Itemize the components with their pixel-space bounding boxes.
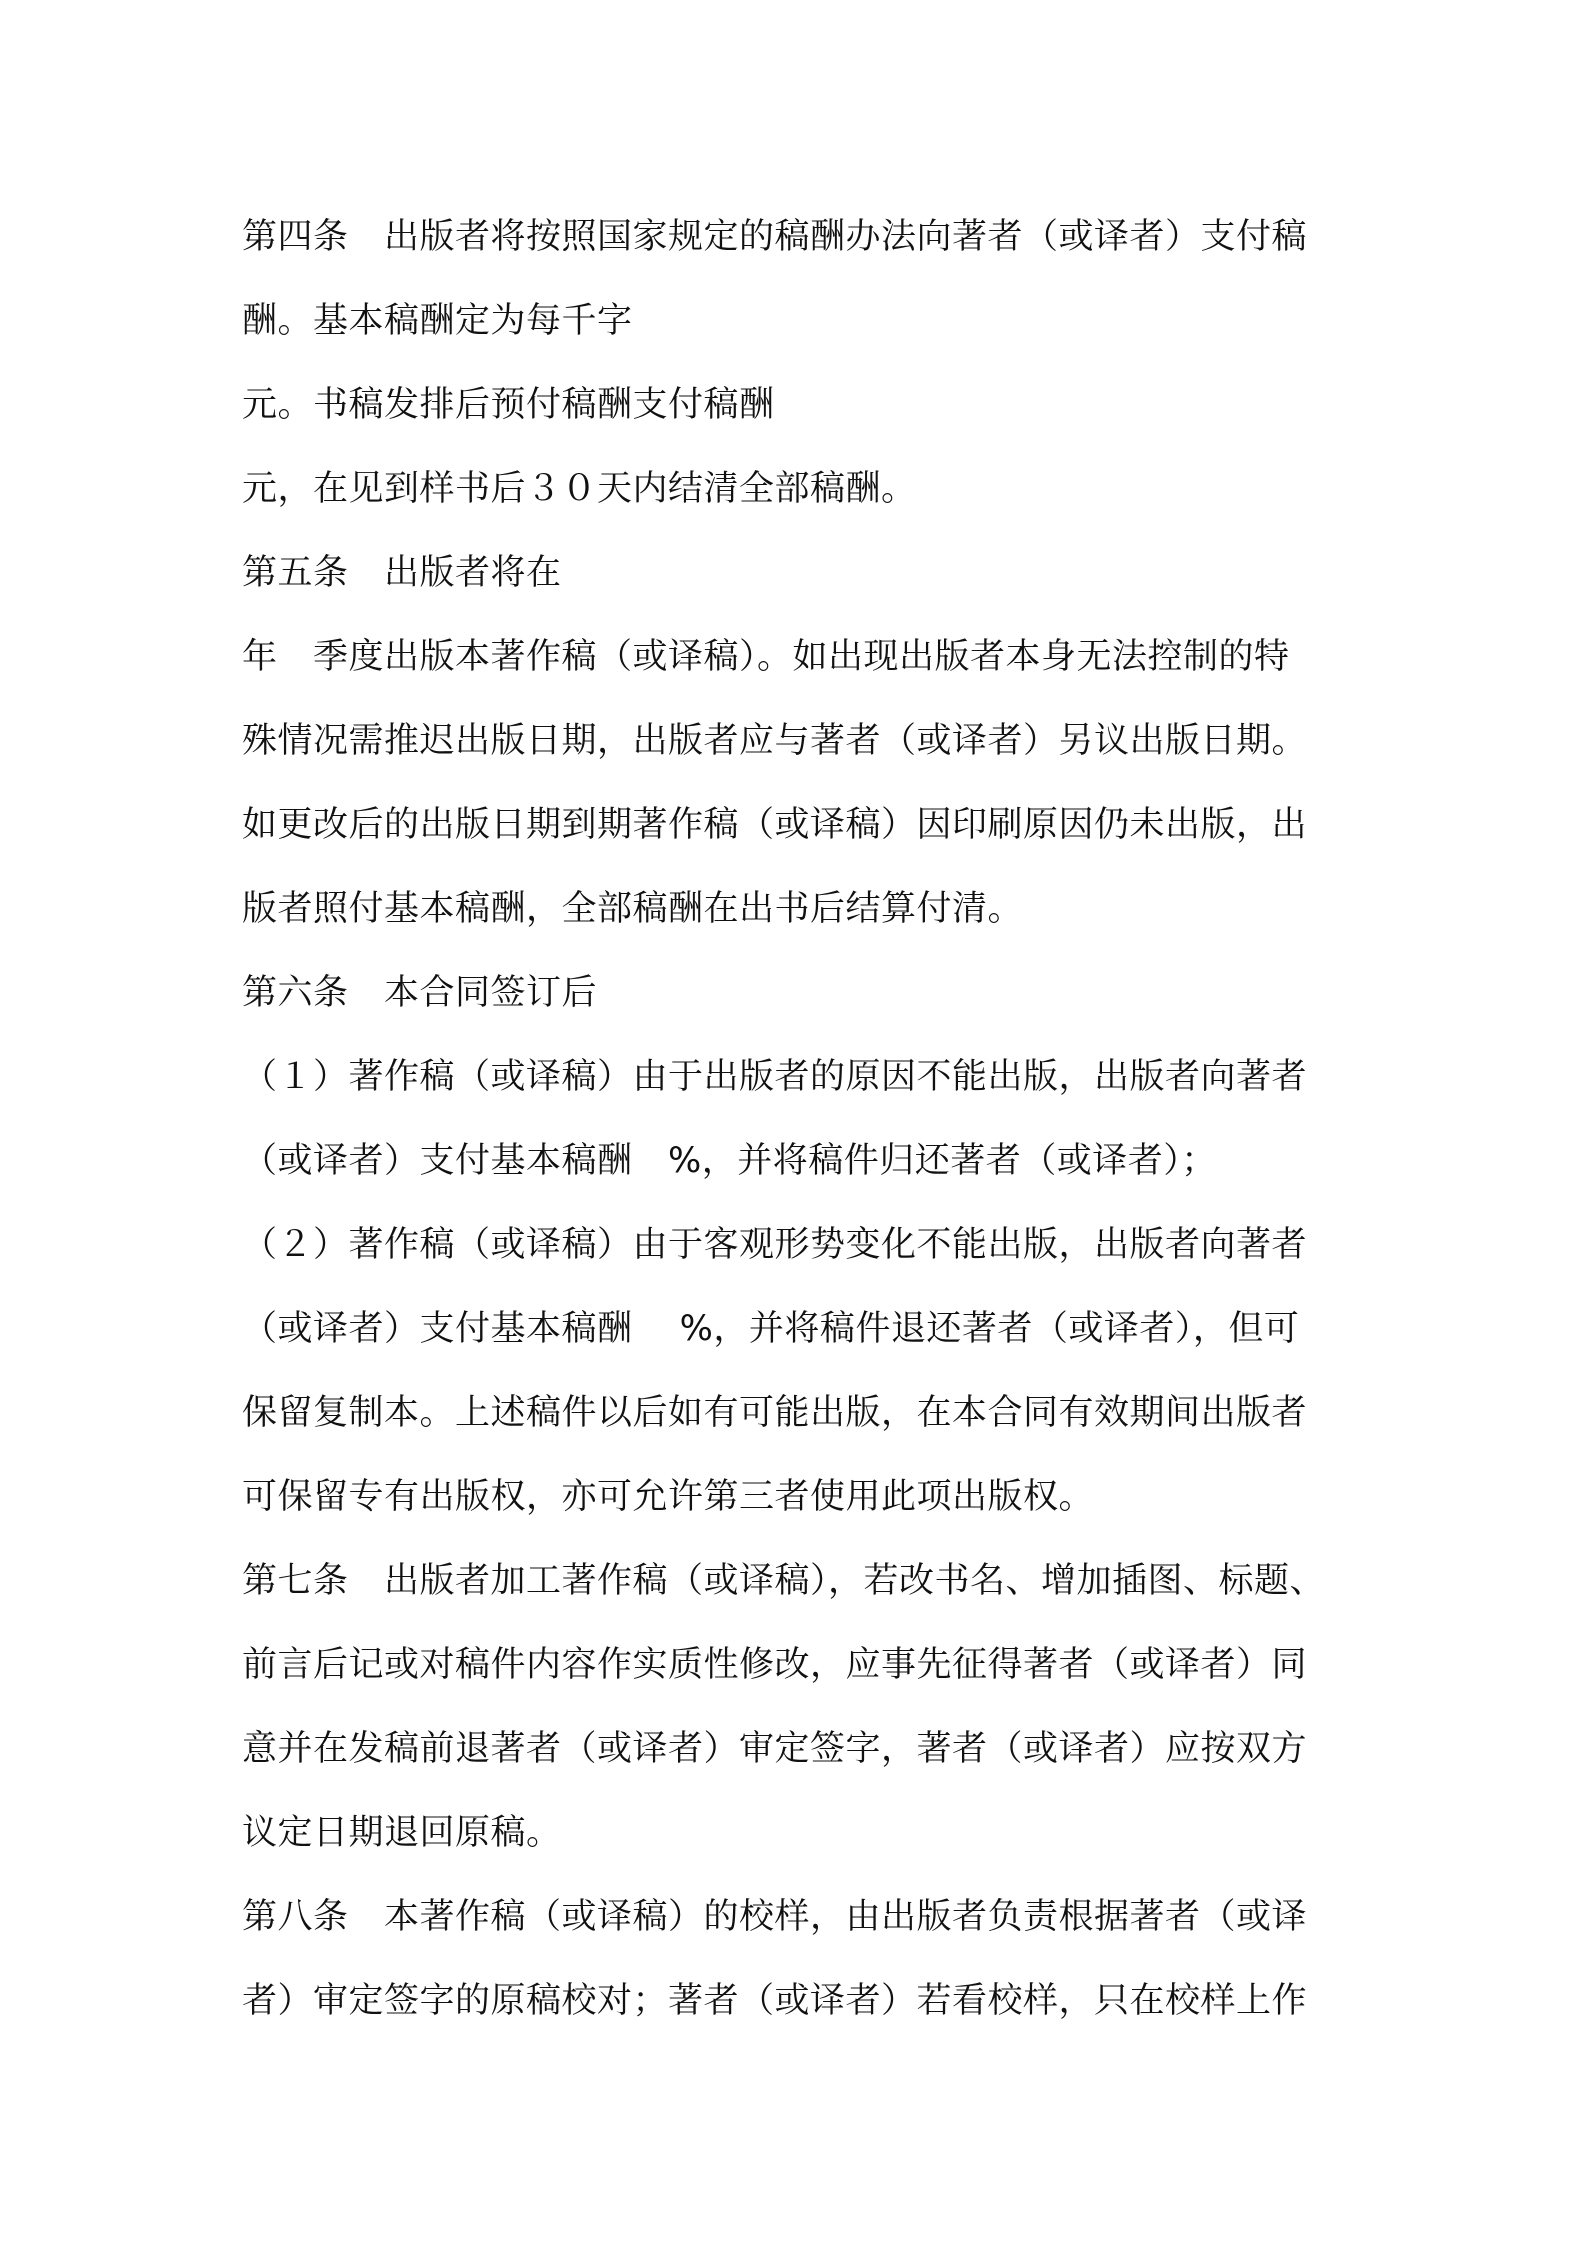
text-line: 元，在见到样书后３０天内结清全部稿酬。	[242, 469, 917, 509]
text-line: 者）审定签字的原稿校对；著者（或译者）若看校样，只在校样上作	[242, 1981, 1308, 2021]
text-line: 前言后记或对稿件内容作实质性修改，应事先征得著者（或译者）同	[242, 1645, 1308, 1685]
text-line: （２）著作稿（或译稿）由于客观形势变化不能出版，出版者向著者	[242, 1225, 1308, 1265]
text-line: 第六条 本合同签订后	[242, 973, 598, 1013]
text-line: （１）著作稿（或译稿）由于出版者的原因不能出版，出版者向著者	[242, 1057, 1308, 1097]
text-line: 第五条 出版者将在	[242, 553, 562, 593]
text-line: 第四条 出版者将按照国家规定的稿酬办法向著者（或译者）支付稿	[242, 217, 1308, 257]
text-line: 元。书稿发排后预付稿酬支付稿酬	[242, 385, 775, 425]
text-line: 第八条 本著作稿（或译稿）的校样，由出版者负责根据著者（或译	[242, 1897, 1308, 1937]
text-line: 年 季度出版本著作稿（或译稿）。如出现出版者本身无法控制的特	[242, 637, 1290, 677]
text-line: 保留复制本。上述稿件以后如有可能出版，在本合同有效期间出版者	[242, 1393, 1308, 1433]
text-line: 版者照付基本稿酬，全部稿酬在出书后结算付清。	[242, 889, 1024, 929]
document-body	[242, 195, 1362, 2043]
text-line: 酬。基本稿酬定为每千字	[242, 301, 633, 341]
text-line: 如更改后的出版日期到期著作稿（或译稿）因印刷原因仍未出版，出	[242, 805, 1308, 845]
text-line: 可保留专有出版权，亦可允许第三者使用此项出版权。	[242, 1477, 1095, 1517]
text-line: （或译者）支付基本稿酬 %，并将稿件退还著者（或译者），但可	[242, 1309, 1300, 1349]
text-line: 第七条 出版者加工著作稿（或译稿），若改书名、增加插图、标题、	[242, 1561, 1326, 1601]
text-line: 殊情况需推迟出版日期，出版者应与著者（或译者）另议出版日期。	[242, 721, 1308, 761]
text-line: （或译者）支付基本稿酬 %，并将稿件归还著者（或译者）；	[242, 1141, 1217, 1181]
text-line: 议定日期退回原稿。	[242, 1813, 562, 1853]
text-line: 意并在发稿前退著者（或译者）审定签字，著者（或译者）应按双方	[242, 1729, 1308, 1769]
